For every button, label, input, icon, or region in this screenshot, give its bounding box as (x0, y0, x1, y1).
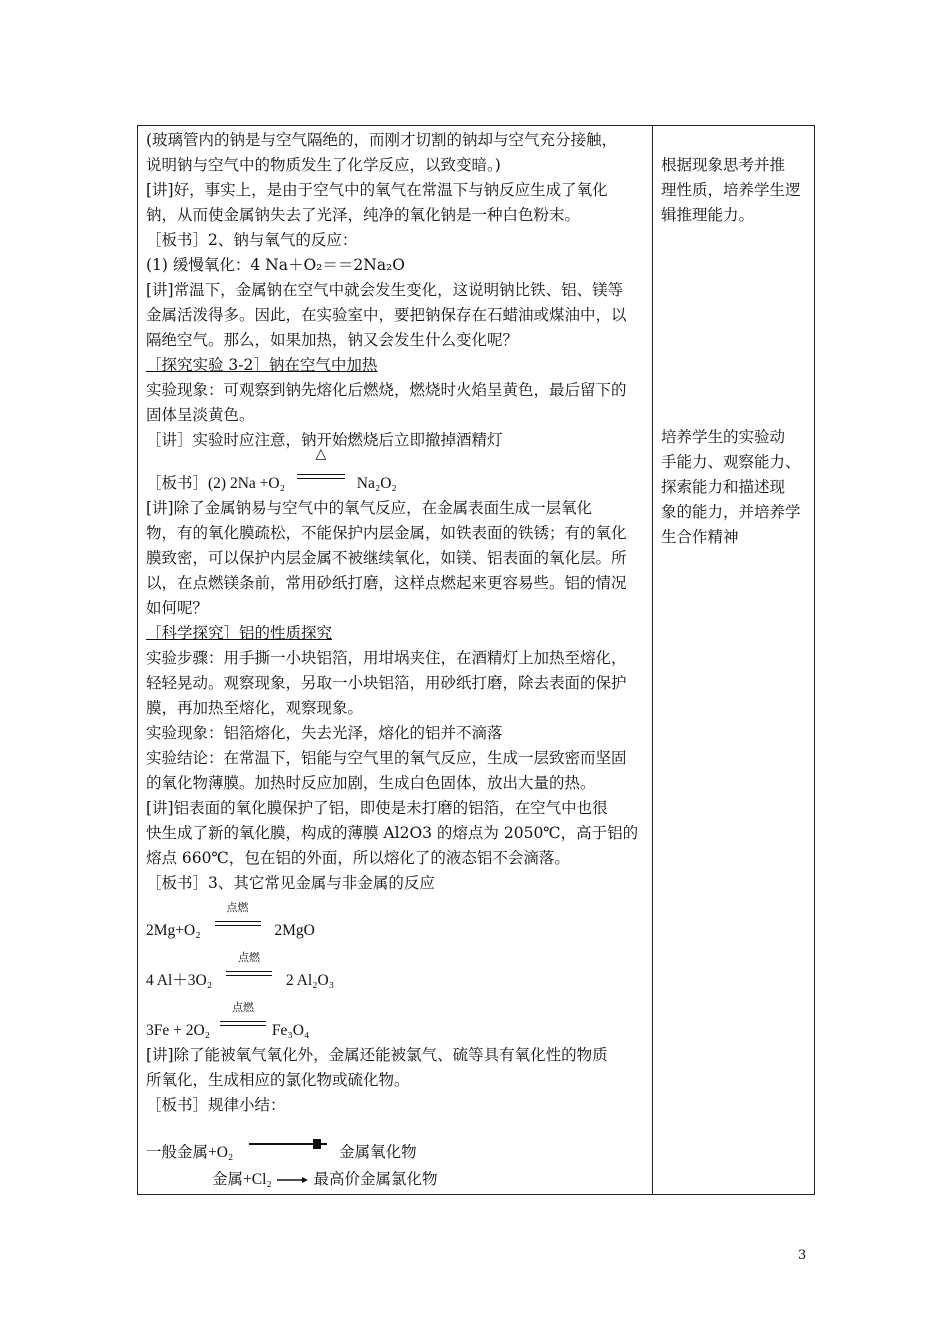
text-line: 实验结论：在常温下，铝能与空气里的氧气反应，生成一层致密而坚固 (146, 749, 627, 767)
text-line: 隔绝空气。那么，如果加热，钠又会发生什么变化呢？ (146, 331, 519, 349)
equation-left: 2Mg+O₂ (146, 922, 201, 939)
experiment-heading: ［探究实验 3-2］钠在空气中加热 (146, 356, 378, 374)
equation-sign (226, 952, 272, 993)
equation-sodium-peroxide (146, 447, 648, 496)
text-line: 熔点 660℃，包在铝的外面，所以熔化了的液态铝不会滴落。 (146, 849, 570, 867)
text-line: 的氧化物薄膜。加热时反应加剧，生成白色固体，放出大量的热。 (146, 774, 596, 792)
text-line: [讲]除了能被氧气氧化外，金属还能被氯气、硫等具有氧化性的物质 (146, 1046, 608, 1064)
text-line: ［板书］规律小结： (146, 1096, 286, 1114)
text-line: 培养学生的实验动 (661, 428, 786, 446)
heat-symbol: △ (315, 447, 327, 462)
equation-left: 3Fe + 2O₂ (146, 1022, 211, 1039)
text-line: [讲]好，事实上，是由于空气中的氧气在常温下与钠反应生成了氧化 (146, 181, 608, 199)
equation-slow-oxidation: (1) 缓慢氧化：4 Na＋O₂＝＝2Na₂O (146, 256, 405, 274)
text-line: [讲]铝表面的氧化膜保护了铝，即使是未打磨的铝箔，在空气中也很 (146, 799, 608, 817)
arrow-icon (249, 1137, 329, 1151)
text-line: 固体呈淡黄色。 (146, 406, 255, 424)
rule-right: 金属氧化物 (339, 1144, 417, 1161)
text-line: 实验步骤：用手撕一小块铝箔，用坩埚夹住，在酒精灯上加热至熔化， (146, 649, 627, 667)
text-line: ［讲］实验时应注意，钠开始燃烧后立即撤掉酒精灯 (146, 431, 503, 449)
equation-sign (297, 447, 345, 496)
text-line: 膜，再加热至熔化，观察现象。 (146, 699, 364, 717)
text-line: (玻璃管内的钠是与空气隔绝的，而刚才切割的钠却与空气充分接触， (146, 131, 618, 149)
text-line: 生合作精神 (661, 528, 739, 546)
text-line: 理性质，培养学生逻 (661, 181, 801, 199)
text-line: [讲]常温下，金属钠在空气中就会发生变化，这说明钠比铁、铝、镁等 (146, 281, 624, 299)
text-line: ［板书］2、钠与氧气的反应： (146, 231, 358, 249)
text-line: 象的能力，并培养学 (661, 503, 801, 521)
text-line: 实验现象：可观察到钠先熔化后燃烧，燃烧时火焰呈黄色，最后留下的 (146, 381, 627, 399)
equation-aluminum (146, 952, 648, 993)
equation-magnesium (146, 902, 648, 943)
equation-sign (220, 1002, 266, 1043)
design-intent-2 (661, 425, 811, 550)
equation-iron (146, 1002, 648, 1043)
rule-chlorine (146, 1167, 648, 1192)
rule-right: 最高价金属氯化物 (313, 1171, 438, 1188)
rule-oxygen (146, 1140, 648, 1167)
text-line: 手能力、观察能力、 (661, 453, 801, 471)
ignite-label: 点燃 (231, 1002, 254, 1014)
equation-left: ［板书］(2) 2Na +O₂ (146, 475, 285, 492)
text-line: 金属活泼得多。因此，在实验室中，要把钠保存在石蜡油或煤油中，以 (146, 306, 627, 324)
text-line: ［板书］3、其它常见金属与非金属的反应 (146, 874, 435, 892)
equation-right: 2MgO (274, 922, 315, 939)
text-line: 辑推理能力。 (661, 206, 755, 224)
science-inquiry-heading: ［科学探究］铝的性质探究 (146, 624, 333, 642)
text-line: 根据现象思考并推 (661, 156, 786, 174)
rule-left: 一般金属+O₂ (146, 1144, 234, 1161)
rule-left: 金属+Cl₂ (212, 1171, 272, 1188)
teaching-content-cell (146, 128, 648, 1192)
text-line: 钠，从而使金属钠失去了光泽，纯净的氧化钠是一种白色粉末。 (146, 206, 581, 224)
text-line: 物，有的氧化膜疏松，不能保护内层金属，如铁表面的铁锈；有的氧化 (146, 524, 627, 542)
text-line: 膜致密，可以保护内层金属不被继续氧化，如镁、铝表面的氧化层。所 (146, 549, 627, 567)
page-number: 3 (798, 1248, 807, 1263)
text-line: 说明钠与空气中的物质发生了化学反应，以致变暗。) (146, 156, 501, 174)
ignite-label: 点燃 (238, 952, 260, 964)
equation-left: 4 Al＋3O₂ (146, 972, 213, 989)
text-line: 实验现象：铝箔熔化，失去光泽，熔化的铝并不滴落 (146, 724, 503, 742)
equation-right: 2 Al₂O₃ (285, 972, 335, 989)
ignite-label: 点燃 (226, 902, 249, 914)
equation-right: Fe₃O₄ (271, 1022, 310, 1039)
equation-sign (215, 902, 261, 943)
design-intent-1 (661, 153, 811, 228)
equation-right: Na₂O₂ (356, 475, 397, 492)
text-line: 所氧化，生成相应的氯化物或硫化物。 (146, 1071, 410, 1089)
lesson-table (137, 125, 815, 1195)
text-line: 轻轻晃动。观察现象，另取一小块铝箔，用砂纸打磨，除去表面的保护 (146, 674, 627, 692)
text-line: 以，在点燃镁条前，常用砂纸打磨，这样点燃起来更容易些。铝的情况 (146, 574, 627, 592)
text-line: 探索能力和描述现 (661, 478, 786, 496)
column-divider (652, 126, 653, 1194)
arrow-icon (277, 1175, 309, 1185)
text-line: [讲]除了金属钠易与空气中的氧气反应，在金属表面生成一层氧化 (146, 499, 593, 517)
text-line: 如何呢？ (146, 599, 209, 617)
text-line: 快生成了新的氧化膜，构成的薄膜 Al2O3 的熔点为 2050℃，高于铝的 (146, 824, 639, 842)
